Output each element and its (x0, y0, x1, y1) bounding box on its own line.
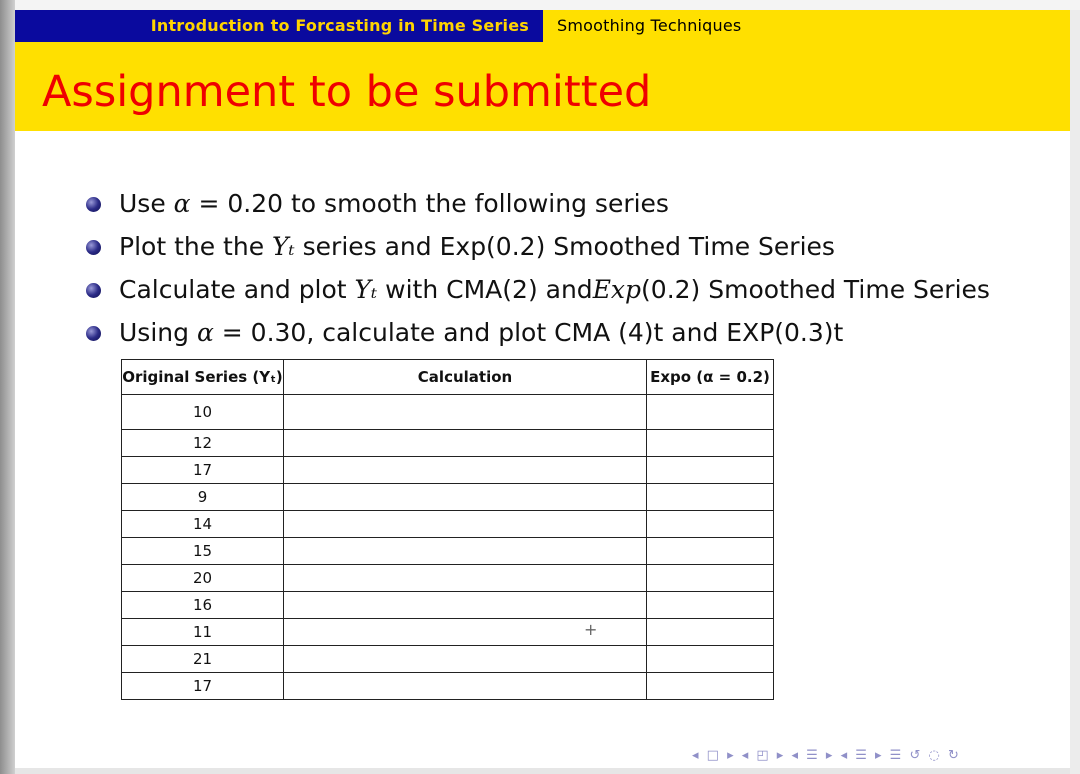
mouse-cursor-icon: + (584, 620, 598, 639)
cell-calculation (284, 673, 647, 700)
cell-calculation (284, 457, 647, 484)
table-row (122, 395, 774, 430)
table-row (122, 592, 774, 619)
nav-section-introduction[interactable]: Introduction to Forcasting in Time Series (15, 10, 543, 42)
cell-calculation (284, 565, 647, 592)
bullet-text: Use (119, 189, 174, 218)
cell-calculation (284, 592, 647, 619)
math-yt: Yₜ (354, 275, 378, 304)
window-left-edge (0, 0, 15, 774)
bullet-item (84, 229, 1044, 272)
bullet-text: (0.2) Smoothed Time Series (641, 275, 990, 304)
bullet-item (84, 186, 1044, 229)
header-calculation: Calculation (284, 360, 647, 395)
cell-expo (647, 565, 774, 592)
bullet-item (84, 272, 1044, 315)
table-row (122, 538, 774, 565)
cell-expo (647, 484, 774, 511)
table-row (122, 673, 774, 700)
header-expo: Expo (α = 0.2) (647, 360, 774, 395)
cell-calculation (284, 538, 647, 565)
bullet-text: Using (119, 318, 197, 347)
bullet-text: Plot the the (119, 232, 273, 261)
cell-calculation (284, 484, 647, 511)
cell-expo (647, 619, 774, 646)
cell-calculation (284, 511, 647, 538)
bullet-text: Calculate and plot (119, 275, 355, 304)
cell-expo (647, 457, 774, 484)
bullet-list (84, 186, 1044, 358)
bullet-icon (86, 197, 101, 212)
cell-expo (647, 430, 774, 457)
table-row (122, 619, 774, 646)
header-original-series: Original Series (Yₜ) (122, 360, 284, 395)
nav-section-smoothing[interactable]: Smoothing Techniques (557, 16, 742, 35)
cell-value: 16 (122, 592, 284, 619)
window-right-edge (1070, 10, 1080, 774)
table-row (122, 430, 774, 457)
cell-value: 11 (122, 619, 284, 646)
table-row (122, 646, 774, 673)
math-exp: Exp (592, 275, 642, 304)
bullet-text: = 0.30, calculate and plot CMA (4)t and EXP(0.3)t (213, 318, 844, 347)
top-strip (0, 0, 1080, 10)
cell-calculation (284, 395, 647, 430)
cell-value: 14 (122, 511, 284, 538)
cell-value: 10 (122, 395, 284, 430)
frame-title-bar (15, 42, 1070, 131)
bullet-icon (86, 326, 101, 341)
table-row (122, 565, 774, 592)
cell-calculation (284, 646, 647, 673)
cell-expo (647, 673, 774, 700)
bullet-icon (86, 283, 101, 298)
table-header-row (122, 360, 774, 395)
cell-expo (647, 646, 774, 673)
table-row (122, 457, 774, 484)
bullet-icon (86, 240, 101, 255)
cell-value: 20 (122, 565, 284, 592)
cell-value: 12 (122, 430, 284, 457)
math-alpha: α (196, 318, 214, 347)
cell-expo (647, 592, 774, 619)
table-row (122, 511, 774, 538)
bottom-strip (15, 768, 1070, 774)
bullet-text: series and Exp(0.2) Smoothed Time Series (294, 232, 835, 261)
cell-expo (647, 395, 774, 430)
cell-value: 15 (122, 538, 284, 565)
math-yt: Yₜ (272, 232, 295, 261)
series-table (121, 359, 774, 700)
frame-title: Assignment to be submitted (42, 67, 652, 117)
cell-value: 21 (122, 646, 284, 673)
bullet-text: = 0.20 to smooth the following series (190, 189, 669, 218)
cell-value: 9 (122, 484, 284, 511)
bullet-item (84, 315, 1044, 358)
cell-value: 17 (122, 457, 284, 484)
cell-expo (647, 538, 774, 565)
beamer-navigation-bar (15, 10, 1070, 42)
cell-calculation (284, 430, 647, 457)
bullet-text: with CMA(2) and (377, 275, 593, 304)
beamer-nav-controls[interactable]: ◂ □ ▸ ◂ ◰ ▸ ◂ ☰ ▸ ◂ ☰ ▸ ☰ ↺ ◌ ↻ (692, 748, 961, 763)
cell-value: 17 (122, 673, 284, 700)
cell-expo (647, 511, 774, 538)
math-alpha: α (173, 189, 191, 218)
table-row (122, 484, 774, 511)
